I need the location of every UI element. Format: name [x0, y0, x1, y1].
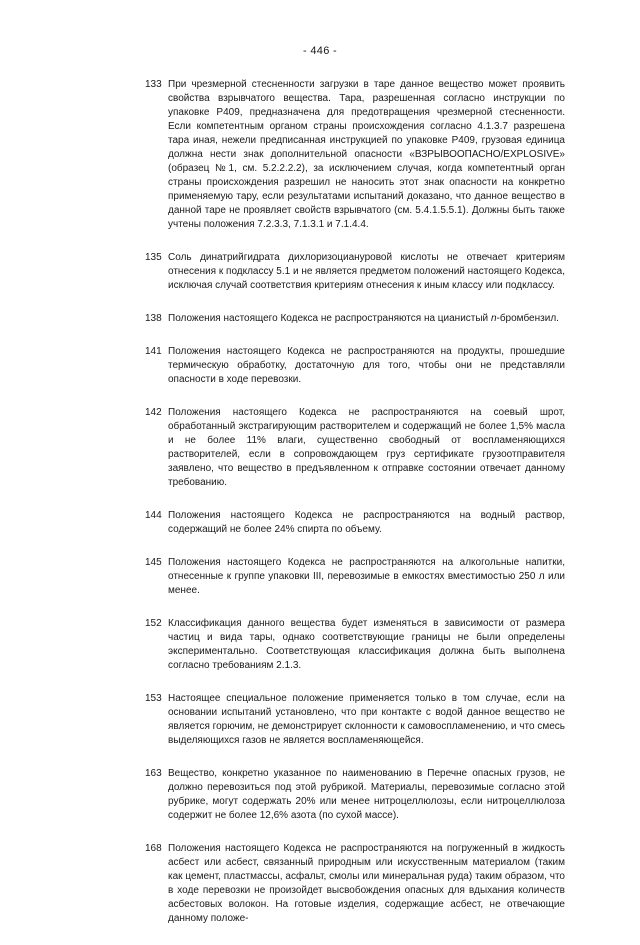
special-provisions-list: [145, 78, 565, 945]
provision-number: 133: [145, 79, 162, 90]
provision-text: Классификация данного вещества будет изменяться в зависимости от размера частиц и вида тары, однако соответствующие границы не были определены экспериментально. Соответствующая классификация должна быть выполнена согласно требованиям 2.1.3.: [168, 618, 565, 671]
provision-141: [145, 345, 565, 387]
provision-142: [145, 406, 565, 490]
provision-number: 141: [145, 346, 162, 357]
provision-text: Положения настоящего Кодекса не распространяются на водный раствор, содержащий не более 24% спирта по объему.: [168, 510, 565, 535]
provision-number: 138: [145, 313, 162, 324]
provision-text: Соль динатрийгидрата дихлоризоциануровой кислоты не отвечает критериям отнесения к подклассу 5.1 и не является предметом положений настоящего Кодекса, исключая случай соответствия критериям отнесения к иным классу или подклассу.: [168, 252, 566, 291]
provision-number: 144: [145, 510, 162, 521]
provision-text: При чрезмерной стесненности загрузки в таре данное вещество может проявить свойства взрывчатого вещества. Тара, разрешенная согласно инструкции по упаковке P409, предназначена для предотвращения чрезмерной стесненности. Если компетентным органом страны происхождения согласно 4.1.3.7 разрешена тара иная, нежели предписанная инструкцией по упаковке P409, грузовая единица должна нести знак дополнительной опасности «ВЗРЫВООПАСНО/EXPLOSIVE» (образец №1, см. 5.2.2.2.2), за исключением случая, когда компетентный орган страны происхождения разрешил не наносить этот знак опасности на конкретно применяемую тару, если результатами испытаний доказано, что данное вещество в данной таре не проявляет свойств взрывчатого (см. 5.4.1.5.5.1). Должны быть также учтены положения 7.2.3.3, 7.1.3.1 и 7.1.4.4.: [168, 79, 565, 230]
provision-138: [145, 312, 565, 326]
provision-text-italic: n: [490, 313, 497, 324]
provision-text: Положения настоящего Кодекса не распространяются на соевый шрот, обработанный экстрагирующим растворителем и содержащий не более 1,5% масла и не более 11% влаги, существенно свободный от воспламеняющихся растворителей, если в сопровождающем груз сертификате грузоотправителя заявлено, что вещество в предъявленном к отправке состоянии отвечает данному требованию.: [168, 407, 565, 488]
provision-145: [145, 556, 565, 598]
provision-text: Положения настоящего Кодекса не распространяются на алкогольные напитки, отнесенные к группе упаковки III, перевозимые в емкостях вместимостью 250 л или менее.: [168, 557, 565, 596]
page-number: - 446 -: [303, 45, 337, 57]
provision-number: 168: [145, 843, 162, 854]
provision-text: Положения настоящего Кодекса не распространяются на продукты, прошедшие термическую обработку, достаточную для того, чтобы они не представляли опасности в ходе перевозки.: [168, 346, 565, 385]
provision-text: [168, 312, 565, 326]
provision-number: 135: [145, 252, 162, 263]
provision-133: [145, 78, 565, 232]
provision-text: Вещество, конкретно указанное по наименованию в Перечне опасных грузов, не должно перевозиться под этой рубрикой. Материалы, перевозимые согласно этой рубрике, могут содержать 20% или менее нитроцеллюлозы, если нитроцеллюлоза содержит не более 12,6% азота (по сухой массе).: [168, 768, 565, 821]
provision-text-part: Положения настоящего Кодекса не распространяются на цианистый: [168, 313, 491, 324]
provision-number: 142: [145, 407, 162, 418]
provision-number: 163: [145, 768, 162, 779]
provision-text: Положения настоящего Кодекса не распространяются на погруженный в жидкость асбест или асбест, связанный природным или искусственным материалом (таким как цемент, пластмассы, асфальт, смолы или минеральная руда) таким образом, что в ходе перевозки не произойдет высвобождения опасных для вдыхания количеств асбестовых волокон. На готовые изделия, содержащие асбест, не отвечающие данному положе-: [168, 843, 565, 924]
provision-number: 152: [145, 618, 162, 629]
provision-number: 145: [145, 557, 162, 568]
provision-153: [145, 692, 565, 748]
provision-168: [145, 842, 565, 926]
provision-text: Настоящее специальное положение применяется только в том случае, если на основании испытаний установлено, что при контакте с водой данное вещество не является горючим, не демонстрирует склонности к самовоспламенению, и что смесь выделяющихся газов не является воспламеняющейся.: [168, 693, 565, 746]
provision-text-part: -бромбензил.: [496, 313, 559, 324]
provision-163: [145, 767, 565, 823]
provision-number: 153: [145, 693, 162, 704]
provision-135: [145, 251, 565, 293]
provision-152: [145, 617, 565, 673]
provision-144: [145, 509, 565, 537]
